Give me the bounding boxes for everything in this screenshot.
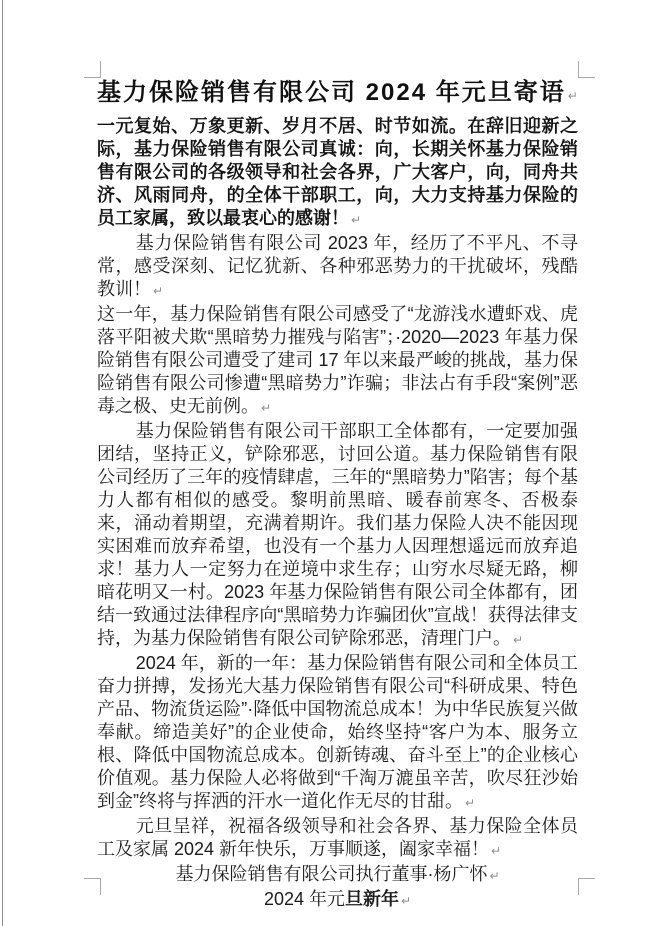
paragraph[interactable] — [97, 232, 578, 303]
paragraph-text: 基力保险销售有限公司 2023 年，经历了不平凡、不寻常，感受深刻、记忆犹新、各种邪恶势力的干扰破坏，残酷教训！ — [97, 233, 578, 299]
paragraph[interactable] — [97, 652, 578, 815]
paragraph-mark-icon: ↵ — [491, 844, 502, 858]
paragraph-mark-icon: ↵ — [351, 213, 362, 227]
document-title-text: 基力保险销售有限公司 2024 年元旦寄语 — [97, 79, 566, 106]
paragraph[interactable] — [97, 420, 578, 652]
paragraph-mark-icon: ↵ — [489, 869, 500, 883]
paragraph-text: 一元复始、万象更新、岁月不居、时节如流。在辞旧迎新之际，基力保险销售有限公司真诚：向，长期关怀基力保险销售有限公司的各级领导和社会各界，广大客户，向，同舟共济、风雨同舟，的全体干部职工，向，大力支持基力保险的员工家属，致以最衷心的感谢！ — [97, 116, 578, 228]
paragraph-text: 基力保险销售有限公司执行董事·杨广怀 — [175, 864, 488, 884]
paragraph[interactable] — [97, 815, 578, 863]
paragraph-mark-icon: ↵ — [261, 401, 272, 415]
paragraph-mark-icon: ↵ — [513, 633, 524, 647]
paragraph-text: 元旦呈祥，祝福各级领导和社会各界、基力保险全体员工及家属 2024 新年快乐，万事顺遂，阖家幸福！ — [97, 816, 578, 859]
paragraph-mark-icon: ↵ — [153, 284, 164, 298]
margin-crop-mark-bottom-right — [578, 878, 595, 895]
paragraph-text: 基力保险销售有限公司干部职工全体都有，一定要加强团结，坚持正义，铲除邪恶，讨回公道。基力保险销售有限公司经历了三年的疫情肆虐，三年的“黑暗势力”陷害；每个基力人都有相似的感受。黎明前黑暗、暖春前寒冬、否极泰来，涌动着期望，充满着期许。我们基力保险人决不能因现实困难而放弃希望，也没有一个基力人因理想遥远而放弃追求！基力人一定努力在逆境中求生存；山穷水尽疑无路，柳暗花明又一村。2023 年基力保险销售有限公司全体都有，团结一致通过法律程序向“黑暗势力诈骗团伙”宣战！获得法律支持，为基力保险销售有限公司铲除邪恶，清理门户。 — [97, 421, 578, 648]
margin-crop-mark-top-left — [84, 61, 101, 78]
document-body[interactable] — [97, 115, 578, 913]
paragraph-mark-icon: ↵ — [567, 89, 578, 103]
paragraph-mark-icon: ↵ — [400, 894, 412, 908]
paragraph-text: 2024 年元 — [263, 889, 345, 909]
paragraph[interactable] — [97, 888, 578, 913]
margin-crop-mark-top-right — [578, 61, 595, 78]
document-title — [97, 78, 578, 111]
page-left-border — [2, 0, 3, 926]
paragraph[interactable] — [97, 863, 578, 888]
paragraph[interactable] — [97, 115, 578, 232]
document-text-area[interactable] — [97, 78, 578, 913]
paragraph-text: 这一年，基力保险销售有限公司感受了“龙游浅水遭虾戏、虎落平阳被犬欺“黑暗势力摧残与陷害”；·2020—2023 年基力保险销售有限公司遭受了建司 17 年以来最严峻的挑战，基力保险销售有限公司惨遭“黑暗势力”诈骗；非法占有手段“案例”恶毒之极、史无前例。 — [97, 304, 578, 416]
paragraph[interactable] — [97, 303, 578, 420]
paragraph-text: 2024 年，新的一年：基力保险销售有限公司和全体员工奋力拼搏，发扬光大基力保险销售有限公司“科研成果、特色产品、物流货运险”·降低中国物流总成本！为中华民族复兴做奉献。缔造美好”的企业使命，始终坚持“客户为本、服务立根、降低中国物流总成本。创新铸魂、奋斗至上”的企业核心价值观。基力保险人必将做到“千淘万漉虽辛苦，吹尽狂沙始到金”终将与挥洒的汗水一道化作无尽的甘甜。 — [97, 653, 578, 811]
paragraph-text: 旦新年 — [344, 889, 399, 909]
paragraph-mark-icon: ↵ — [465, 796, 476, 810]
